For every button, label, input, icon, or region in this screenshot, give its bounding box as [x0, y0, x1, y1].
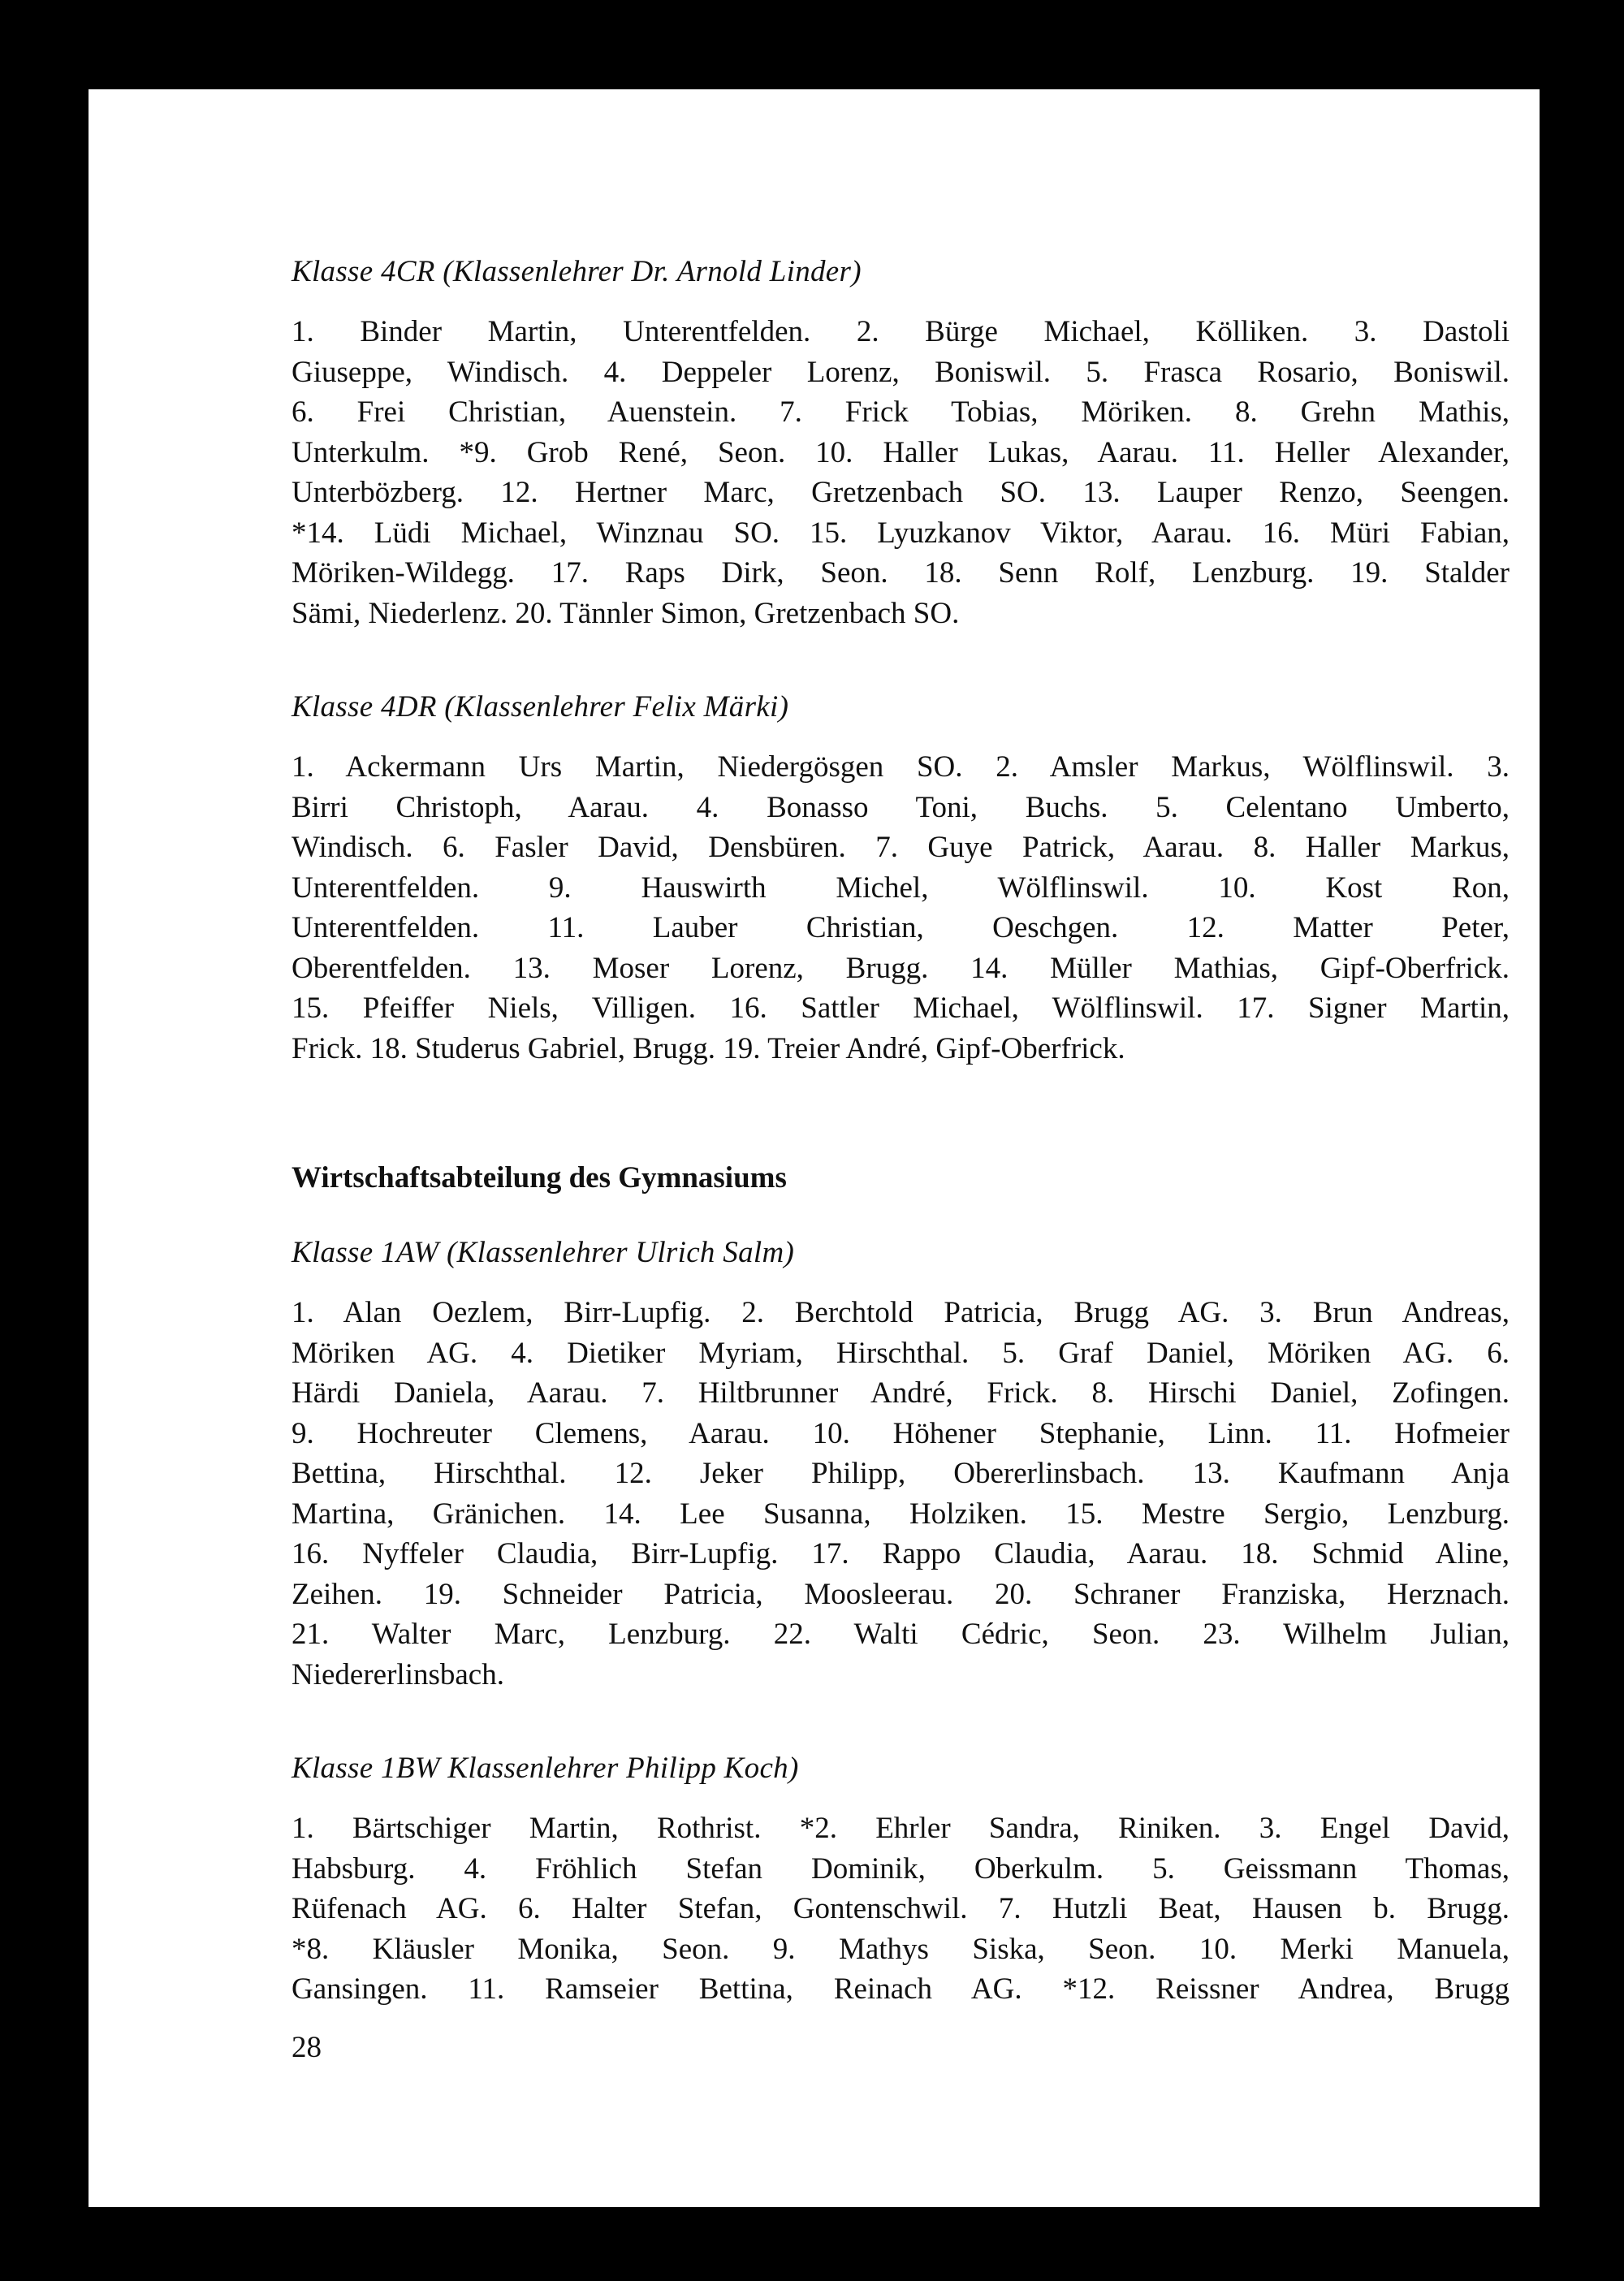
list-line: 1. Alan Oezlem, Birr-Lupfig. 2. Berchtold Patricia, Brugg AG. 3. Brun Andreas,: [292, 1296, 1510, 1329]
list-line: Härdi Daniela, Aarau. 7. Hiltbrunner André, Frick. 8. Hirschi Daniel, Zofingen.: [292, 1376, 1510, 1410]
class-heading-4cr: Klasse 4CR (Klassenlehrer Dr. Arnold Linder): [292, 255, 862, 288]
list-line: Rüfenach AG. 6. Halter Stefan, Gontenschwil. 7. Hutzli Beat, Hausen b. Brugg.: [292, 1892, 1510, 1925]
list-line: Birri Christoph, Aarau. 4. Bonasso Toni, Buchs. 5. Celentano Umberto,: [292, 790, 1510, 824]
section-title: Wirtschaftsabteilung des Gymnasiums: [292, 1161, 787, 1195]
list-line: Gansingen. 11. Ramseier Bettina, Reinach AG. *12. Reissner Andrea, Brugg: [292, 1972, 1510, 2006]
class-list-4dr: [292, 747, 1510, 1069]
class-heading-4dr: Klasse 4DR (Klassenlehrer Felix Märki): [292, 690, 789, 724]
list-line: Unterbözberg. 12. Hertner Marc, Gretzenbach SO. 13. Lauper Renzo, Seengen.: [292, 476, 1510, 509]
list-line: 16. Nyffeler Claudia, Birr-Lupfig. 17. Rappo Claudia, Aarau. 18. Schmid Aline,: [292, 1537, 1510, 1570]
class-list-1bw: [292, 1808, 1510, 2010]
list-line: *8. Kläusler Monika, Seon. 9. Mathys Siska, Seon. 10. Merki Manuela,: [292, 1932, 1510, 1966]
list-line: 1. Ackermann Urs Martin, Niedergösgen SO. 2. Amsler Markus, Wölflinswil. 3.: [292, 750, 1510, 784]
list-line: 9. Hochreuter Clemens, Aarau. 10. Höhener Stephanie, Linn. 11. Hofmeier: [292, 1416, 1510, 1450]
class-heading-1bw: Klasse 1BW Klassenlehrer Philipp Koch): [292, 1752, 799, 1785]
list-line: Unterentfelden. 9. Hauswirth Michel, Wölflinswil. 10. Kost Ron,: [292, 870, 1510, 905]
class-list-1aw: [292, 1293, 1510, 1695]
list-line: *14. Lüdi Michael, Winznau SO. 15. Lyuzkanov Viktor, Aarau. 16. Müri Fabian,: [292, 516, 1510, 550]
list-line: 1. Binder Martin, Unterentfelden. 2. Bürge Michael, Kölliken. 3. Dastoli: [292, 315, 1510, 348]
class-heading-1aw: Klasse 1AW (Klassenlehrer Ulrich Salm): [292, 1236, 795, 1269]
list-line: Bettina, Hirschthal. 12. Jeker Philipp, Obererlinsbach. 13. Kaufmann Anja: [292, 1457, 1510, 1490]
list-line: Unterkulm. *9. Grob René, Seon. 10. Haller Lukas, Aarau. 11. Heller Alexander,: [292, 435, 1510, 469]
list-line: 15. Pfeiffer Niels, Villigen. 16. Sattler Michael, Wölflinswil. 17. Signer Martin,: [292, 991, 1510, 1025]
list-line: Unterentfelden. 11. Lauber Christian, Oeschgen. 12. Matter Peter,: [292, 911, 1510, 944]
list-line: 21. Walter Marc, Lenzburg. 22. Walti Cédric, Seon. 23. Wilhelm Julian,: [292, 1618, 1510, 1651]
class-list-4cr: [292, 312, 1510, 633]
list-line: Frick. 18. Studerus Gabriel, Brugg. 19. Treier André, Gipf-Oberfrick.: [292, 1031, 1125, 1065]
page-number: 28: [292, 2031, 322, 2064]
list-line: 1. Bärtschiger Martin, Rothrist. *2. Ehrler Sandra, Riniken. 3. Engel David,: [292, 1812, 1510, 1845]
list-line: Möriken-Wildegg. 17. Raps Dirk, Seon. 18. Senn Rolf, Lenzburg. 19. Stalder: [292, 556, 1510, 590]
list-line: Windisch. 6. Fasler David, Densbüren. 7. Guye Patrick, Aarau. 8. Haller Markus,: [292, 831, 1510, 864]
list-line: Sämi, Niederlenz. 20. Tännler Simon, Gretzenbach SO.: [292, 596, 960, 630]
list-line: Giuseppe, Windisch. 4. Deppeler Lorenz, Boniswil. 5. Frasca Rosario, Boniswil.: [292, 355, 1510, 389]
page-content: [292, 252, 1510, 2010]
document-page: [89, 89, 1540, 2207]
list-line: Habsburg. 4. Fröhlich Stefan Dominik, Oberkulm. 5. Geissmann Thomas,: [292, 1851, 1510, 1886]
list-line: 6. Frei Christian, Auenstein. 7. Frick Tobias, Möriken. 8. Grehn Mathis,: [292, 395, 1510, 429]
list-line: Niedererlinsbach.: [292, 1657, 504, 1691]
list-line: Möriken AG. 4. Dietiker Myriam, Hirschthal. 5. Graf Daniel, Möriken AG. 6.: [292, 1336, 1510, 1370]
list-line: Oberentfelden. 13. Moser Lorenz, Brugg. 14. Müller Mathias, Gipf-Oberfrick.: [292, 951, 1510, 985]
list-line: Zeihen. 19. Schneider Patricia, Moosleerau. 20. Schraner Franziska, Herznach.: [292, 1577, 1510, 1611]
list-line: Martina, Gränichen. 14. Lee Susanna, Holziken. 15. Mestre Sergio, Lenzburg.: [292, 1497, 1510, 1531]
